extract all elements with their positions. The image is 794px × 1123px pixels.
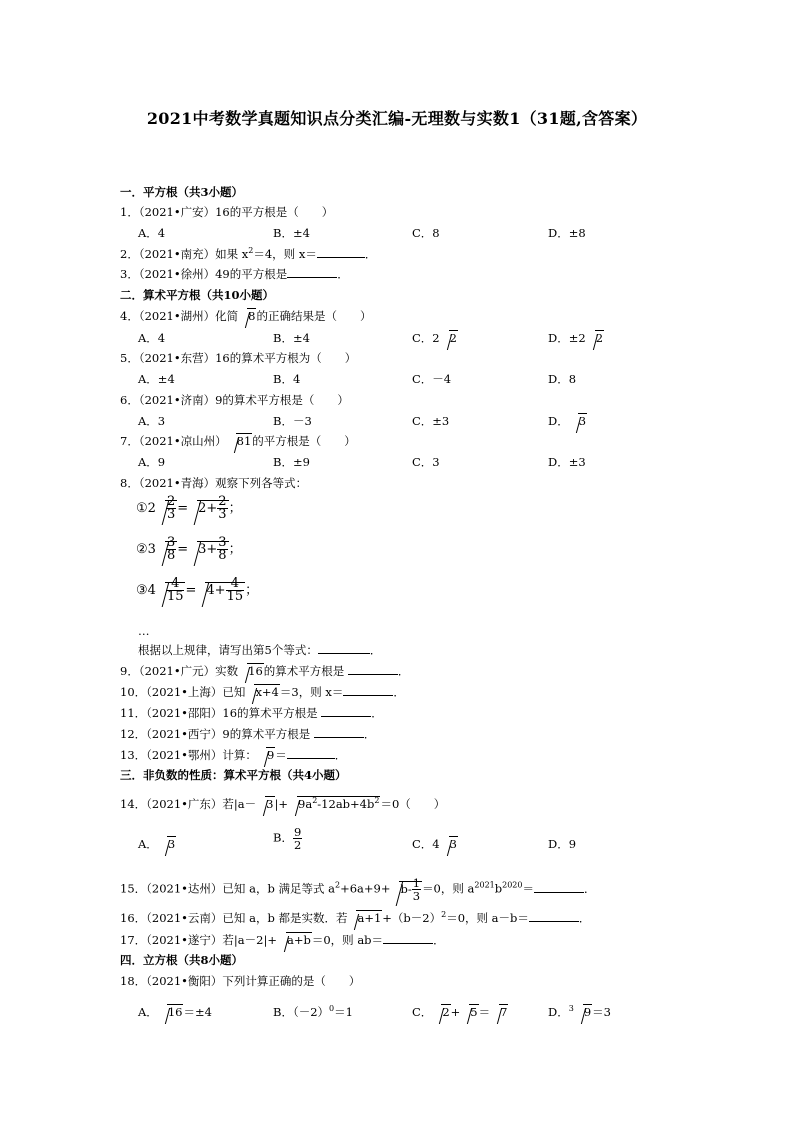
q6-d-radical [569, 413, 587, 429]
q7-stem [120, 433, 356, 449]
q10-stem [120, 684, 405, 700]
q8-e3-num-2: 4 [226, 578, 245, 591]
q13-text-2: ＝ [275, 748, 287, 762]
q15-exp-1: 2 [334, 880, 341, 890]
section-heading-1: 一．平方根（共3小题） [120, 185, 244, 199]
q9-text-2: 的算术平方根是 [263, 664, 345, 678]
q12-text: 12．（2021•西宁）9的算术平方根是 [120, 727, 311, 741]
q18-a-text: A． [138, 1005, 158, 1019]
q12-end: ． [363, 727, 376, 741]
q8-e1-num: 2 [166, 494, 176, 509]
q7-option-c: C．3 [412, 455, 440, 469]
q18-a-radicand: 16 [167, 1005, 183, 1019]
q15-exp-2: 2021 [474, 880, 495, 890]
q8-e3-frac [166, 578, 185, 603]
q8-e2-frac-2 [217, 537, 227, 562]
q16-radicand: a+1 [357, 911, 382, 925]
q8-e3-semi: ； [245, 583, 259, 598]
q15-num: 1 [412, 876, 421, 890]
q8-e2-num-2: 3 [218, 535, 227, 550]
q6-stem: 6．（2021•济南）9的算术平方根是（ ） [120, 393, 349, 407]
q8-e3-mark: ③ [136, 583, 148, 598]
q13-text: 13．（2021•鄂州）计算： [120, 748, 257, 762]
q8-e2-radical-left [156, 537, 177, 562]
q10-radical [245, 684, 279, 700]
q8-e1-den: 3 [166, 507, 176, 522]
q4-text: 4．（2021•湖州）化简 [120, 309, 239, 323]
q18-b-text: B．（－2） [273, 1005, 330, 1019]
q14-stem [120, 796, 445, 812]
q12-answer-blank[interactable] [314, 726, 364, 738]
q4-c-radicand: 2 [449, 331, 457, 345]
q18-option-c: C． 2+ 5＝ 7 [412, 1005, 508, 1019]
q1-option-b: B．±4 [273, 226, 310, 240]
q14-radicand-2b: -12ab+4b [317, 797, 375, 811]
q16-text: 16．（2021•云南）已知 a，b 都是实数．若 [120, 911, 348, 925]
q14-b-frac [293, 826, 302, 851]
q18-d-index: 3 [568, 1004, 574, 1014]
q8-e3-frac-2 [226, 578, 245, 603]
q14-exp-2: 2 [374, 796, 380, 806]
q16-stem [120, 910, 590, 926]
q1-stem: 1．（2021•广安）16的平方根是（ ） [120, 205, 334, 219]
q8-e3-den: 15 [166, 589, 184, 604]
q4-option-a: A．4 [138, 331, 166, 345]
q17-end: ． [433, 933, 445, 947]
q9-radicand: 16 [248, 664, 263, 678]
q4-d-radical [586, 330, 604, 346]
q7-text: 7．（2021•凉山州） [120, 434, 227, 448]
q16-radical [347, 910, 382, 926]
q8-e2-radical-right [188, 537, 228, 562]
q8-e2-den-2: 8 [218, 548, 227, 563]
q18-d-text-2: ＝3 [592, 1005, 611, 1019]
q5-stem: 5．（2021•东营）16的算术平方根为（ ） [120, 351, 357, 365]
q18-a-radical [158, 1004, 184, 1020]
q14-option-d: D．9 [548, 837, 577, 851]
q9-answer-blank[interactable] [348, 663, 398, 675]
q4-radical [238, 308, 256, 324]
q17-text: 17．（2021•遂宁）若|a－2|+ [120, 933, 277, 947]
q10-radicand: x+4 [255, 685, 279, 699]
q4-text-2: 的正确结果是（ ） [256, 309, 372, 323]
q14-b-text: B． [273, 830, 293, 845]
q13-answer-blank[interactable] [287, 747, 335, 759]
q15-radicand-pre: b- [400, 881, 412, 896]
q5-option-a: A．±4 [138, 372, 175, 386]
q14-radical-1 [256, 796, 274, 812]
q17-answer-blank[interactable] [383, 932, 433, 944]
q9-radical [238, 663, 264, 679]
q2-text: 2．（2021•南充）如果 x [120, 247, 249, 261]
q14-a-text: A． [138, 837, 158, 851]
q4-option-d [548, 330, 604, 346]
q8-e1-num-2: 2 [218, 494, 227, 509]
q4-d-text: D．±2 [548, 331, 586, 345]
q6-option-b: B．－3 [273, 414, 312, 428]
q18-c-text: C． [412, 1005, 433, 1019]
q9-text: 9．（2021•广元）实数 [120, 664, 239, 678]
q14-text: 14．（2021•广东）若|a－ [120, 797, 257, 811]
q16-end: ． [578, 911, 591, 925]
q15-stem [120, 877, 595, 902]
q9-end: ． [397, 664, 410, 678]
q16-answer-blank[interactable] [529, 910, 579, 922]
q6-d-radicand: 3 [578, 414, 587, 428]
q8-end: ． [369, 643, 382, 657]
q13-radical [257, 747, 275, 763]
q5-option-b: B．4 [273, 372, 301, 386]
q8-answer-blank[interactable] [318, 642, 370, 654]
q18-c-radicand-2: 5 [470, 1005, 478, 1019]
q8-ask [138, 642, 381, 658]
q12-stem [120, 726, 375, 742]
q16-text-3: ＝0，则 a－b＝ [446, 911, 529, 925]
q8-e2-frac [166, 537, 176, 562]
q5-option-c: C．－4 [412, 372, 452, 386]
q2-exponent: 2 [248, 246, 254, 256]
document-title: 2021中考数学真题知识点分类汇编-无理数与实数1（31题,含答案） [146, 109, 648, 128]
q18-c-radicand-3: 7 [500, 1005, 508, 1019]
q14-option-b [273, 826, 302, 851]
q8-e1-int: 2+ [198, 501, 218, 516]
q9-stem [120, 663, 409, 679]
q15-exp-3: 2020 [502, 880, 523, 890]
q14-radicand-1: 3 [266, 797, 274, 811]
q14-option-c [412, 836, 458, 852]
q2-text-2: ＝4，则 x＝ [253, 247, 317, 261]
q10-text-2: ＝3，则 x＝ [279, 685, 344, 699]
q17-radicand: a+b [287, 933, 311, 947]
q16-text-2: +（b－2） [382, 911, 442, 925]
q15-frac [412, 877, 421, 902]
q8-e1-frac-2 [217, 496, 227, 521]
q13-stem [120, 747, 346, 763]
q15-text-2: +6a+9+ [340, 881, 391, 896]
q6-option-c: C．±3 [412, 414, 450, 428]
q3-end: ． [337, 267, 349, 281]
q4-stem [120, 308, 371, 324]
q1-option-d: D．±8 [548, 226, 586, 240]
q5-option-d: D．8 [548, 372, 577, 386]
q8-e1-radical-right [188, 496, 228, 521]
q8-e1-den-2: 3 [218, 507, 227, 522]
q18-b-exp: 0 [329, 1004, 335, 1014]
q15-b: b [494, 881, 503, 896]
q18-c-eq: ＝ [478, 1005, 491, 1019]
q17-text-2: ＝0，则 ab＝ [311, 933, 384, 947]
q8-stem: 8．（2021•青海）观察下列各等式： [120, 476, 308, 490]
section-heading-4: 四．立方根（共8小题） [120, 953, 244, 967]
q8-e3-coef: 4 [147, 583, 156, 598]
q14-radicand-2a: 9a [298, 797, 313, 811]
q8-e2-mark: ② [136, 542, 148, 557]
q8-ellipsis: … [138, 624, 150, 638]
q6-option-d [548, 413, 587, 429]
q4-option-b: B．±4 [273, 331, 310, 345]
q11-stem [120, 705, 383, 721]
q2-end: ． [364, 247, 377, 261]
q14-b-den: 2 [293, 838, 302, 852]
q15-text-4: ＝ [522, 881, 534, 896]
q8-e3-radical-left [156, 578, 186, 603]
q11-answer-blank[interactable] [321, 705, 371, 717]
q8-e1-radical-left [156, 496, 177, 521]
q18-option-a [138, 1004, 212, 1020]
q18-d-text: D． [548, 1005, 569, 1019]
q14-c-radicand: 3 [449, 837, 457, 851]
q8-e3-num: 4 [166, 578, 185, 591]
q8-e1-semi: ； [228, 501, 242, 516]
q8-e1-mark: ① [136, 501, 148, 516]
q8-e2-int: 3+ [198, 542, 218, 557]
q18-a-text-2: ＝±4 [183, 1005, 212, 1019]
q18-b-text-2: ＝1 [334, 1005, 353, 1019]
q13-end: ． [334, 748, 347, 762]
q18-option-d [548, 1004, 611, 1020]
q8-e1-coef: 2 [147, 501, 156, 516]
q13-radicand: 9 [266, 748, 275, 762]
q15-answer-blank[interactable] [534, 881, 584, 893]
q7-option-b: B．±9 [273, 455, 310, 469]
q6-d-text: D． [548, 414, 569, 428]
q4-c-radical [440, 330, 458, 346]
q14-exp-1: 2 [312, 796, 318, 806]
q14-b-num: 9 [293, 825, 302, 839]
q7-text-2: 的平方根是（ ） [252, 434, 356, 448]
q8-equation-1: ①2 $\frac{2}{3}$ = 2+ $\frac{2}{3}$ ； [136, 494, 242, 522]
q11-text: 11．（2021•邵阳）16的算术平方根是 [120, 706, 318, 720]
q7-radicand: 81 [236, 434, 252, 448]
q10-text: 10．（2021•上海）已知 [120, 685, 246, 699]
q4-radicand: 8 [248, 309, 256, 323]
q8-e2-num: 3 [166, 535, 176, 550]
q8-e3-den-2: 15 [226, 589, 244, 604]
q3-text: 3．（2021•徐州）49的平方根是 [120, 267, 288, 281]
q15-radical [390, 877, 422, 902]
q7-option-a: A．9 [138, 455, 166, 469]
q14-c-radical [440, 836, 458, 852]
q8-e2-coef: 3 [147, 542, 156, 557]
q8-ask-text: 根据以上规律，请写出第5个等式： [138, 643, 318, 657]
q10-answer-blank[interactable] [343, 684, 393, 696]
q17-radical [277, 932, 312, 948]
q14-mid: |+ [274, 797, 289, 811]
q15-text-3: ＝0，则 a [422, 881, 475, 896]
q4-d-radicand: 2 [595, 331, 604, 345]
q6-option-a: A．3 [138, 414, 166, 428]
q8-e3-int: 4+ [206, 583, 226, 598]
q18-c-radical-3 [490, 1004, 508, 1020]
q3-stem [120, 266, 349, 282]
q14-a-radical [158, 836, 176, 852]
q1-option-c: C．8 [412, 226, 440, 240]
q15-den: 3 [412, 889, 421, 903]
q8-equation-3: ③4 $\frac{4}{15}$ = 4+ $\frac{4}{15}$ ； [136, 576, 259, 604]
q8-e2-semi: ； [228, 542, 242, 557]
q4-c-text: C．2 [412, 331, 440, 345]
q15-end: ． [583, 881, 596, 896]
q8-e2-den: 8 [166, 548, 176, 563]
q18-d-radical [574, 1004, 592, 1020]
q7-option-d: D．±3 [548, 455, 586, 469]
q14-radical-2 [288, 796, 380, 812]
q4-option-c [412, 330, 458, 346]
q10-end: ． [393, 685, 405, 699]
q8-e3-radical-right [196, 578, 245, 603]
q18-option-b [273, 1004, 353, 1020]
q18-c-radicand-1: 2 [442, 1005, 450, 1019]
section-heading-2: 二．算术平方根（共10小题） [120, 288, 275, 302]
q18-c-radical-2 [460, 1004, 478, 1020]
q16-exp: 2 [441, 910, 447, 920]
q18-stem: 18．（2021•衡阳）下列计算正确的是（ ） [120, 974, 361, 988]
q1-option-a: A．4 [138, 226, 166, 240]
q14-a-radicand: 3 [167, 837, 176, 851]
q17-stem [120, 932, 445, 948]
q2-answer-blank[interactable] [317, 246, 365, 258]
q14-text-2: ＝0（ ） [380, 797, 446, 811]
section-heading-3: 三．非负数的性质：算术平方根（共4小题） [120, 768, 347, 782]
q8-equation-2: ②3 $\frac{3}{8}$ = 3+ $\frac{3}{8}$ ； [136, 535, 242, 563]
q2-stem [120, 246, 376, 262]
q3-answer-blank[interactable] [287, 266, 337, 278]
q15-text: 15．（2021•达州）已知 a，b 满足等式 a [120, 881, 335, 896]
q14-option-a [138, 836, 176, 852]
q7-radical [227, 433, 253, 449]
q18-c-radical-1 [432, 1004, 450, 1020]
q8-e1-frac [166, 496, 176, 521]
q14-c-text: C．4 [412, 837, 440, 851]
q11-end: ． [371, 706, 383, 720]
q18-d-radicand: 9 [583, 1005, 592, 1019]
